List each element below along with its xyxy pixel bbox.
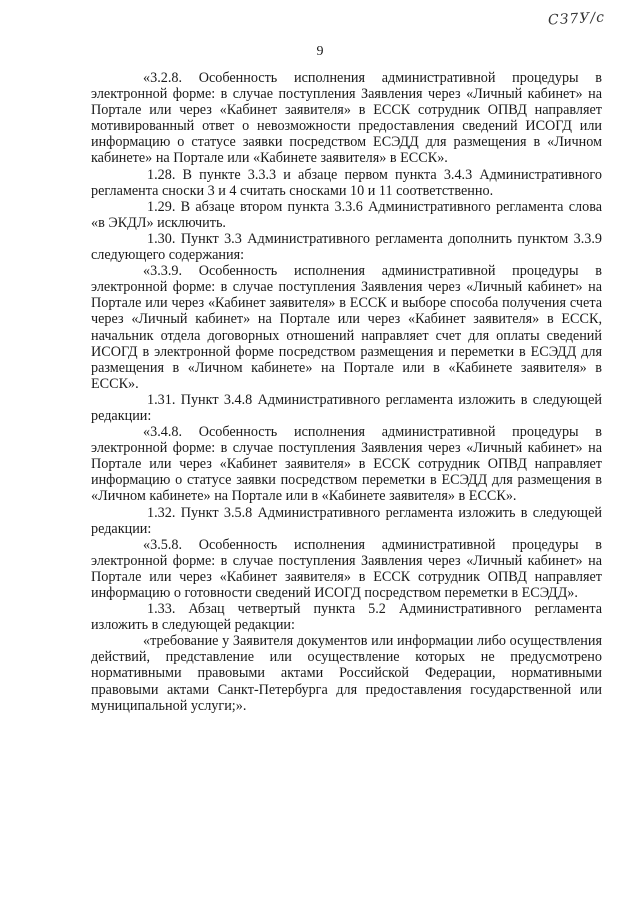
paragraph-3-5-8: «3.5.8. Особенность исполнения административной процедуры в электронной форме: в случае поступления Заявления через «Личный кабинет» на Портале или через «Кабинет заявителя» в ЕССК сотрудник ОПВД направляет информацию о готовности сведений ИСОГД посредством переметки в ЕСЭДД». [91,536,602,601]
document-body [91,70,602,714]
page-number: 9 [316,44,324,59]
paragraph-3-2-8: «3.2.8. Особенность исполнения административной процедуры в электронной форме: в случае поступления Заявления через «Личный кабинет» на Портале или через «Кабинет заявителя» в ЕССК сотрудник ОПВД направляет мотивированный ответ о невозможности предоставления сведений ИСОГД или информацию о статусе заявки посредством ЕСЭДД для размещения в «Личном кабинете» на Портале или «Кабинете заявителя» в ЕССК». [91,70,602,167]
paragraph-1-28: 1.28. В пункте 3.3.3 и абзаце первом пункта 3.4.3 Административного регламента сноски 3 и 4 считать сносками 10 и 11 соответственно. [91,166,602,199]
paragraph-requirement: «требование у Заявителя документов или информации либо осуществления действий, представление или осуществление которых не предусмотрено нормативными правовыми актами Российской Федерации, нормативными правовыми актами Санкт-Петербурга для предоставления государственной или муниципальной услуги;». [91,633,602,714]
handwritten-stamp: СЗ7У/с [547,9,606,29]
paragraph-3-4-8: «3.4.8. Особенность исполнения административной процедуры в электронной форме: в случае поступления Заявления через «Личный кабинет» на Портале или через «Кабинет заявителя» в ЕССК сотрудник ОПВД направляет информацию о статусе заявки посредством переметки в ЕСЭДД для размещения в «Личном кабинете» на Портале или в «Кабинете заявителя» в ЕССК». [91,424,602,505]
paragraph-1-30: 1.30. Пункт 3.3 Административного регламента дополнить пунктом 3.3.9 следующего содержания: [91,230,602,264]
paragraph-1-29: 1.29. В абзаце втором пункта 3.3.6 Административного регламента слова «в ЭКДЛ» исключить. [91,198,602,231]
paragraph-1-33: 1.33. Абзац четвертый пункта 5.2 Административного регламента изложить в следующей редакции: [91,601,602,634]
paragraph-1-32: 1.32. Пункт 3.5.8 Административного регламента изложить в следующей редакции: [91,504,602,537]
paragraph-1-31: 1.31. Пункт 3.4.8 Административного регламента изложить в следующей редакции: [91,391,602,424]
paragraph-3-3-9: «3.3.9. Особенность исполнения административной процедуры в электронной форме: в случае поступления Заявления через «Личный кабинет» на Портале или через «Кабинет заявителя» в ЕССК и выборе способа получения счета через «Личный кабинет» на Портале или через «Кабинет заявителя» в ЕССК, начальник отдела договорных отношений направляет счет для оплаты сведений ИСОГД в электронной форме посредством размещения и переметки в ЕСЭДД для размещения в «Личном кабинете» на Портале или в «Кабинете заявителя» в ЕССК». [91,263,602,392]
